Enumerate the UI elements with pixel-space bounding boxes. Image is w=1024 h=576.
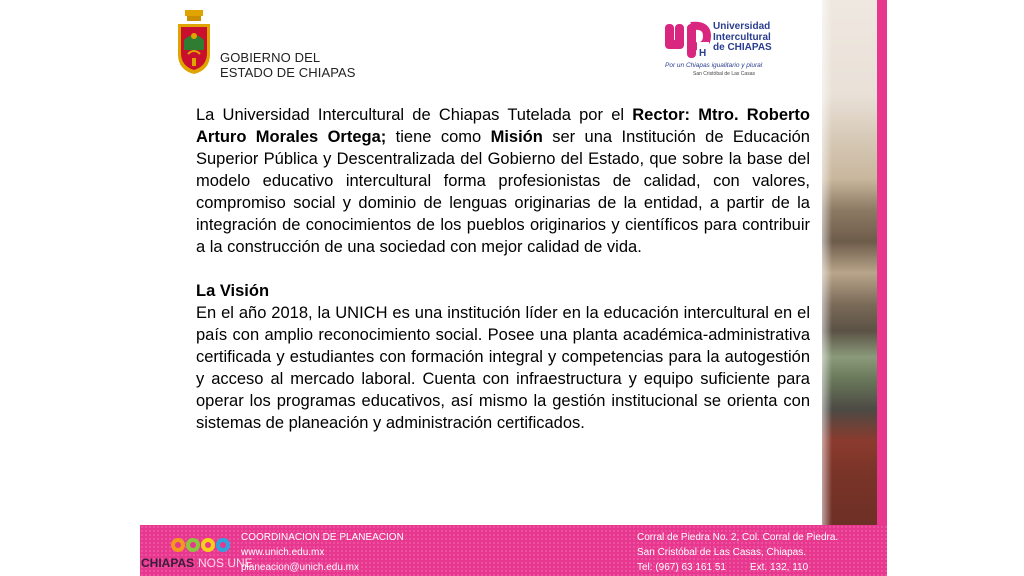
footer-website-link[interactable]: www.unich.edu.mx: [241, 547, 325, 558]
footer-contact: [241, 530, 404, 575]
mission-text-part1: La Universidad Intercultural de Chiapas Tutelada por el: [196, 106, 633, 124]
vision-heading-text: La Visión: [196, 282, 270, 300]
paragraph-spacer: [196, 258, 810, 280]
mission-text-part2: tiene como: [386, 128, 491, 146]
uni-name-line2: Intercultural: [713, 31, 771, 43]
chiapas-nos-une-logo-icon: [140, 533, 253, 573]
vision-paragraph: En el año 2018, la UNICH es una institución líder en la educación intercultural en el país con amplio reconocimiento social. Posee una planta académica-administrativa certificada y estudiantes con formación integral y competencias para la autogestión y acceso al mercado laboral. Cuenta con infraestructura y equipo suficiente para operar los programas educativos, así mismo la gestión institucional se orienta con sistemas de planeación y administración certificados.: [196, 304, 810, 432]
uni-name-line1: Universidad: [713, 21, 771, 32]
unich-mark-icon: [663, 22, 713, 60]
vision-heading: [196, 280, 810, 302]
uni-name-line3: de CHIAPAS: [713, 42, 772, 53]
footer-address-line1: Corral de Piedra No. 2, Col. Corral de Piedra.: [637, 532, 839, 543]
footer-phone-line: [637, 560, 838, 575]
side-photo-shade: [822, 0, 832, 525]
footer-logo-text: CHIAPAS: [141, 556, 195, 570]
footer-address-line2: San Cristóbal de Las Casas, Chiapas.: [637, 547, 806, 558]
footer-phone: Tel: (967) 63 161 51: [637, 562, 726, 573]
uni-tagline: Por un Chiapas igualitario y plural: [665, 62, 763, 69]
footer: [140, 525, 887, 576]
footer-address: [637, 530, 838, 575]
pink-edge-strip: [877, 0, 887, 576]
chiapas-shield-icon: [176, 10, 212, 76]
uni-logo: [663, 20, 781, 80]
footer-logo-text2: NOS UNE: [198, 556, 253, 570]
footer-email-link[interactable]: planeacion@unich.edu.mx: [241, 562, 360, 573]
gov-logo-line1: GOBIERNO DEL: [220, 50, 321, 65]
svg-text:H: H: [699, 48, 707, 59]
mission-text-part3: ser una Institución de Educación Superior Pública y Descentralizada del Gobierno del Estado, que sobre la base del modelo educativo intercultural forma profesionistas de calidad, con valores, compromiso social y dominio de lenguas originarias de la entidad, a partir de la integración de conocimientos de los pueblos originarios y científicos para contribuir a la construcción de una sociedad con mejor calidad de vida.: [196, 128, 810, 256]
uni-city: San Cristóbal de Las Casas: [693, 71, 755, 77]
mission-paragraph: [196, 104, 810, 258]
mission-label: Misión: [490, 128, 543, 146]
body-text: [196, 104, 810, 434]
rector-name: Rector: Mtro. Roberto Arturo Morales Ortega;: [196, 106, 810, 146]
gov-logo-line2: ESTADO DE CHIAPAS: [220, 65, 356, 80]
gov-logo: [176, 10, 366, 80]
footer-ext: Ext. 132, 110: [749, 562, 809, 573]
footer-department: COORDINACION DE PLANEACION: [241, 532, 404, 543]
